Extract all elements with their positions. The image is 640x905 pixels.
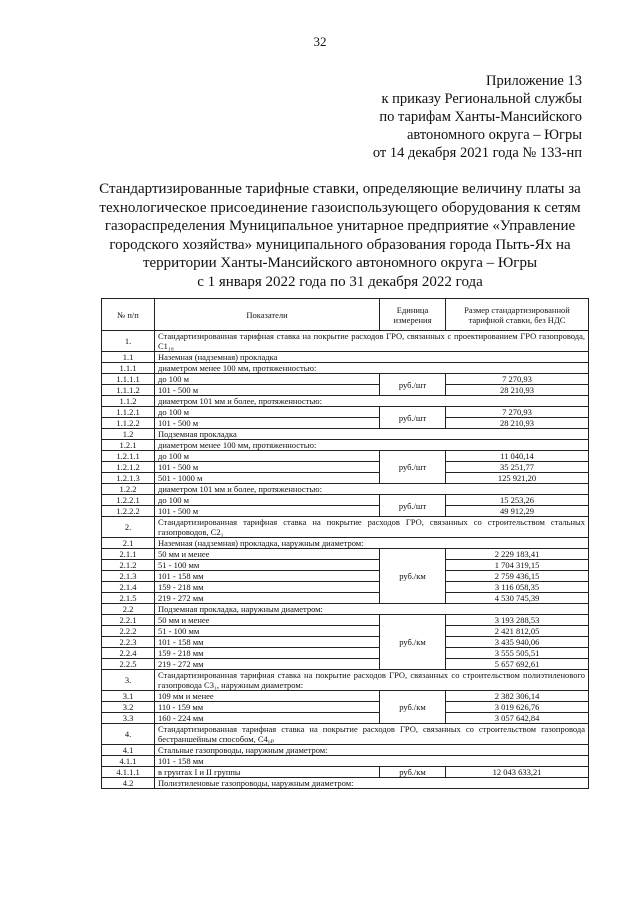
table-row xyxy=(102,363,589,374)
table-row xyxy=(102,724,589,745)
row-number: 1.2.2 xyxy=(102,484,155,495)
row-rate: 12 043 633,21 xyxy=(446,767,589,778)
title-line: Стандартизированные тарифные ставки, определяющие величину платы за xyxy=(99,181,581,197)
appendix-header xyxy=(373,72,582,162)
table-row xyxy=(102,396,589,407)
row-indicator: 101 - 500 м xyxy=(155,462,380,473)
row-number: 1. xyxy=(102,331,155,352)
header-num: № п/п xyxy=(102,299,155,331)
table-row xyxy=(102,560,589,571)
table-row xyxy=(102,451,589,462)
row-indicator: Полиэтиленовые газопроводы, наружным диаметром: xyxy=(155,778,589,789)
row-number: 1.1.1.2 xyxy=(102,385,155,396)
table-row xyxy=(102,778,589,789)
row-unit: руб./шт xyxy=(380,407,446,429)
row-unit: руб./шт xyxy=(380,374,446,396)
row-indicator: 109 мм и менее xyxy=(155,691,380,702)
row-number: 1.2.2.1 xyxy=(102,495,155,506)
row-indicator: 50 мм и менее xyxy=(155,615,380,626)
tariff-table-container xyxy=(101,298,588,789)
table-row xyxy=(102,331,589,352)
row-number: 2.1.2 xyxy=(102,560,155,571)
row-indicator: 159 - 218 мм xyxy=(155,648,380,659)
row-number: 1.2 xyxy=(102,429,155,440)
title-line: газораспределения Муниципальное унитарное предприятие «Управление xyxy=(104,218,576,234)
row-number: 2.2.1 xyxy=(102,615,155,626)
row-rate: 4 530 745,39 xyxy=(446,593,589,604)
table-row xyxy=(102,374,589,385)
row-rate: 28 210,93 xyxy=(446,418,589,429)
row-rate: 11 040,14 xyxy=(446,451,589,462)
row-number: 2.1.5 xyxy=(102,593,155,604)
row-indicator: 501 - 1000 м xyxy=(155,473,380,484)
row-rate: 2 421 812,05 xyxy=(446,626,589,637)
row-indicator: 101 - 158 мм xyxy=(155,571,380,582)
header-rate: Размер стандартизированной тарифной ставки, без НДС xyxy=(446,299,589,331)
table-row xyxy=(102,352,589,363)
row-indicator: Стандартизированная тарифная ставка на покрытие расходов ГРО, связанных со строительством газопровода бестраншейным способом, C4₀ₚ xyxy=(155,724,589,745)
table-row xyxy=(102,495,589,506)
row-indicator: 101 - 158 мм xyxy=(155,637,380,648)
row-number: 1.1.1.1 xyxy=(102,374,155,385)
row-number: 4. xyxy=(102,724,155,745)
row-indicator: 51 - 100 мм xyxy=(155,560,380,571)
row-number: 3.3 xyxy=(102,713,155,724)
row-rate: 3 193 288,53 xyxy=(446,615,589,626)
title-line: технологическое присоединение газоиспользующего оборудования к сетям xyxy=(99,199,581,216)
row-unit: руб./км xyxy=(380,767,446,778)
appendix-line: от 14 декабря 2021 года № 133-нп xyxy=(372,145,582,161)
table-row xyxy=(102,702,589,713)
row-number: 1.1.2 xyxy=(102,396,155,407)
table-row xyxy=(102,745,589,756)
row-rate: 3 116 058,35 xyxy=(446,582,589,593)
row-number: 4.1.1 xyxy=(102,756,155,767)
row-number: 4.1.1.1 xyxy=(102,767,155,778)
row-indicator: 101 - 500 м xyxy=(155,418,380,429)
table-row xyxy=(102,670,589,691)
document-title xyxy=(92,180,588,291)
row-indicator: 101 - 158 мм xyxy=(155,756,589,767)
row-unit: руб./км xyxy=(380,615,446,670)
title-line: территории Ханты-Мансийского автономного округа – Югры xyxy=(142,255,538,271)
row-number: 2.2.4 xyxy=(102,648,155,659)
row-indicator: Подземная прокладка, наружным диаметром: xyxy=(155,604,589,615)
table-row xyxy=(102,756,589,767)
row-indicator: 219 - 272 мм xyxy=(155,593,380,604)
row-indicator: в грунтах I и II группы xyxy=(155,767,380,778)
row-rate: 125 921,20 xyxy=(446,473,589,484)
table-row xyxy=(102,473,589,484)
row-number: 2.2.5 xyxy=(102,659,155,670)
row-indicator: Стальные газопроводы, наружным диаметром: xyxy=(155,745,589,756)
row-indicator: 101 - 500 м xyxy=(155,385,380,396)
row-indicator: 51 - 100 мм xyxy=(155,626,380,637)
row-rate: 7 270,93 xyxy=(446,407,589,418)
table-row xyxy=(102,440,589,451)
row-number: 2.2 xyxy=(102,604,155,615)
table-row xyxy=(102,659,589,670)
table-row xyxy=(102,517,589,538)
row-number: 1.2.2.2 xyxy=(102,506,155,517)
table-row xyxy=(102,462,589,473)
table-row xyxy=(102,615,589,626)
row-number: 2. xyxy=(102,517,155,538)
row-rate: 2 382 306,14 xyxy=(446,691,589,702)
table-row xyxy=(102,648,589,659)
row-rate: 2 229 183,41 xyxy=(446,549,589,560)
row-indicator: до 100 м xyxy=(155,374,380,385)
table-row xyxy=(102,549,589,560)
row-rate: 3 555 505,51 xyxy=(446,648,589,659)
row-number: 2.2.2 xyxy=(102,626,155,637)
title-line: с 1 января 2022 года по 31 декабря 2022 года xyxy=(197,273,483,290)
table-row xyxy=(102,604,589,615)
row-unit: руб./шт xyxy=(380,451,446,484)
table-row xyxy=(102,626,589,637)
row-number: 2.1 xyxy=(102,538,155,549)
row-rate: 3 019 626,76 xyxy=(446,702,589,713)
row-indicator: диаметром менее 100 мм, протяженностью: xyxy=(155,363,589,374)
row-indicator: Подземная прокладка xyxy=(155,429,589,440)
row-indicator: 101 - 500 м xyxy=(155,506,380,517)
row-indicator: 50 мм и менее xyxy=(155,549,380,560)
table-row xyxy=(102,538,589,549)
page-number: 32 xyxy=(313,34,327,49)
table-row xyxy=(102,691,589,702)
table-row xyxy=(102,582,589,593)
row-number: 3. xyxy=(102,670,155,691)
row-number: 2.1.1 xyxy=(102,549,155,560)
row-number: 1.2.1.3 xyxy=(102,473,155,484)
row-indicator: до 100 м xyxy=(155,407,380,418)
row-rate: 3 057 642,84 xyxy=(446,713,589,724)
row-number: 2.2.3 xyxy=(102,637,155,648)
row-indicator: диаметром менее 100 мм, протяженностью: xyxy=(155,440,589,451)
row-number: 1.2.1 xyxy=(102,440,155,451)
appendix-line: по тарифам Ханты-Мансийского xyxy=(379,109,582,125)
table-row xyxy=(102,484,589,495)
table-body xyxy=(102,331,589,789)
row-number: 1.2.1.1 xyxy=(102,451,155,462)
row-number: 4.1 xyxy=(102,745,155,756)
row-rate: 49 912,29 xyxy=(446,506,589,517)
row-number: 4.2 xyxy=(102,778,155,789)
row-unit: руб./км xyxy=(380,691,446,724)
row-number: 1.1 xyxy=(102,352,155,363)
row-indicator: 159 - 218 мм xyxy=(155,582,380,593)
row-indicator: до 100 м xyxy=(155,451,380,462)
row-number: 1.2.1.2 xyxy=(102,462,155,473)
row-number: 2.1.3 xyxy=(102,571,155,582)
row-indicator: 160 - 224 мм xyxy=(155,713,380,724)
row-number: 3.2 xyxy=(102,702,155,713)
row-rate: 28 210,93 xyxy=(446,385,589,396)
row-indicator: до 100 м xyxy=(155,495,380,506)
row-indicator: Стандартизированная тарифная ставка на покрытие расходов ГРО, связанных с проектированием ГРО газопровода, C1₁₈ xyxy=(155,331,589,352)
row-indicator: Наземная (надземная) прокладка xyxy=(155,352,589,363)
tariff-table xyxy=(101,298,589,789)
row-number: 3.1 xyxy=(102,691,155,702)
row-indicator: Стандартизированная тарифная ставка на покрытие расходов ГРО, связанных со строительством стальных газопроводов, C2₁ xyxy=(155,517,589,538)
row-number: 1.1.1 xyxy=(102,363,155,374)
row-number: 2.1.4 xyxy=(102,582,155,593)
header-unit: Единица измерения xyxy=(380,299,446,331)
table-row xyxy=(102,571,589,582)
row-number: 1.1.2.2 xyxy=(102,418,155,429)
title-line: городского хозяйства» муниципального образования города Пыть-Ях на xyxy=(109,236,571,253)
row-rate: 2 759 436,15 xyxy=(446,571,589,582)
table-row xyxy=(102,767,589,778)
appendix-line: Приложение 13 xyxy=(486,73,582,89)
table-row xyxy=(102,429,589,440)
row-rate: 5 657 692,61 xyxy=(446,659,589,670)
row-indicator: диаметром 101 мм и более, протяженностью: xyxy=(155,484,589,495)
table-row xyxy=(102,506,589,517)
table-row xyxy=(102,385,589,396)
row-rate: 3 435 940,06 xyxy=(446,637,589,648)
row-indicator: Стандартизированная тарифная ставка на покрытие расходов ГРО, связанных со строительством полиэтиленового газопровода C3₁, наружным диаметром: xyxy=(155,670,589,691)
row-indicator: 110 - 159 мм xyxy=(155,702,380,713)
header-indicator: Показатели xyxy=(155,299,380,331)
row-unit: руб./км xyxy=(380,549,446,604)
table-row xyxy=(102,418,589,429)
appendix-line: к приказу Региональной службы xyxy=(381,91,582,107)
row-rate: 7 270,93 xyxy=(446,374,589,385)
table-row xyxy=(102,407,589,418)
row-indicator: 219 - 272 мм xyxy=(155,659,380,670)
row-rate: 1 704 319,15 xyxy=(446,560,589,571)
row-indicator: Наземная (надземная) прокладка, наружным диаметром: xyxy=(155,538,589,549)
row-rate: 15 253,26 xyxy=(446,495,589,506)
table-row xyxy=(102,713,589,724)
table-row xyxy=(102,637,589,648)
row-unit: руб./шт xyxy=(380,495,446,517)
row-indicator: диаметром 101 мм и более, протяженностью: xyxy=(155,396,589,407)
appendix-line: автономного округа – Югры xyxy=(406,127,582,143)
row-number: 1.1.2.1 xyxy=(102,407,155,418)
table-row xyxy=(102,593,589,604)
row-rate: 35 251,77 xyxy=(446,462,589,473)
